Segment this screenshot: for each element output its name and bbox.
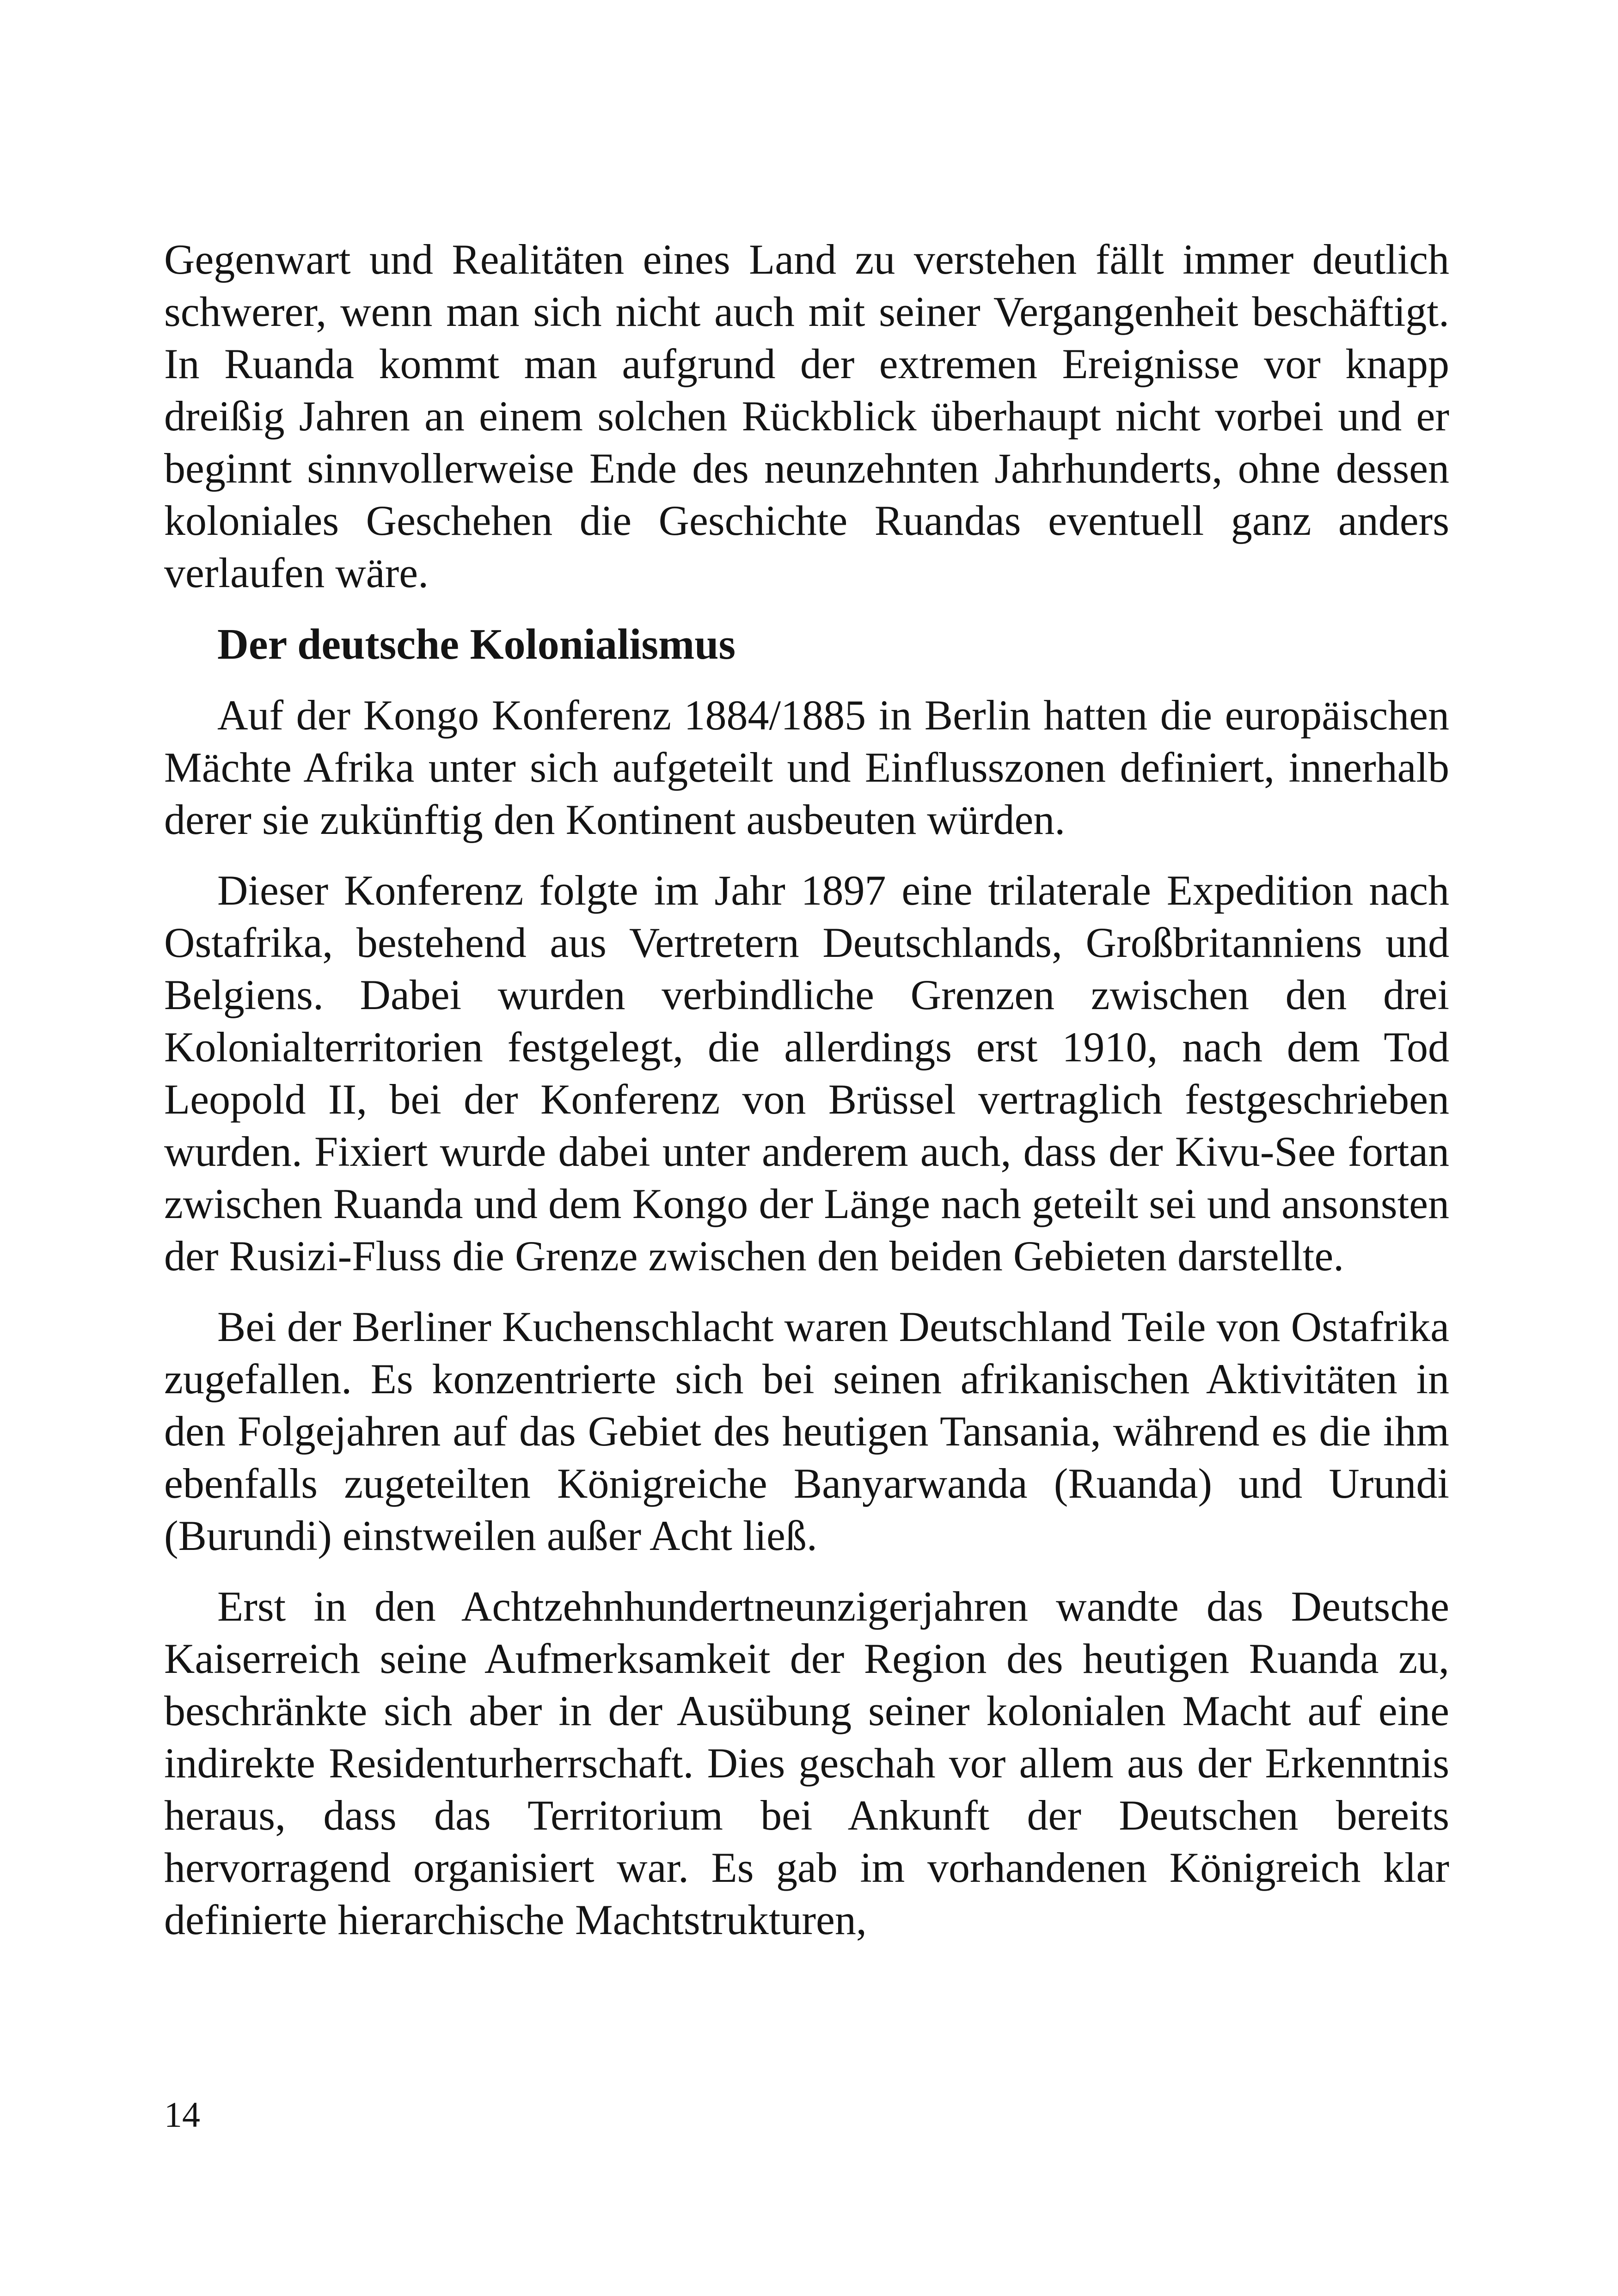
intro-paragraph: Gegenwart und Realitäten eines Land zu verstehen fällt immer deutlich schwerer, wenn man sich nicht auch mit seiner Vergangenheit beschäftigt. In Ruanda kommt man aufgrund der extremen Ereignisse vor knapp dreißig Jahren an einem solchen Rückblick überhaupt nicht vorbei und er beginnt sinnvollerweise Ende des neunzehnten Jahrhunderts, ohne dessen koloniales Geschehen die Geschichte Ruandas eventuell ganz anders verlaufen wäre. (164, 236, 1449, 596)
section-heading: Der deutsche Kolonialismus (217, 620, 736, 668)
body-paragraph: Erst in den Achtzehnhundertneunzigerjahren wandte das Deutsche Kaiserreich seine Aufmerksamkeit der Region des heutigen Ruanda zu, beschränkte sich aber in der Ausübung seiner kolonialen Macht auf eine indirekte Residenturherrschaft. Dies geschah vor allem aus der Erkenntnis heraus, dass das Territorium bei Ankunft der Deutschen bereits hervorragend organisiert war. Es gab im vorhandenen Königreich klar definierte hierarchische Machtstrukturen, (164, 1583, 1449, 1943)
body-paragraph: Bei der Berliner Kuchenschlacht waren Deutschland Teile von Ostafrika zugefallen. Es konzentrierte sich bei seinen afrikanischen Aktivitäten in den Folgejahren auf das Gebiet des heutigen Tansania, während es die ihm ebenfalls zugeteilten Königreiche Banyarwanda (Ruanda) und Urundi (Burundi) einstweilen außer Acht ließ. (164, 1303, 1449, 1559)
page-number: 14 (164, 2094, 200, 2135)
page-body (164, 233, 1449, 1946)
body-paragraph: Dieser Konferenz folgte im Jahr 1897 eine trilaterale Expedition nach Ostafrika, bestehend aus Vertretern Deutschlands, Großbritanniens und Belgiens. Dabei wurden verbindliche Grenzen zwischen den drei Kolonialterritorien festgelegt, die allerdings erst 1910, nach dem Tod Leopold II, bei der Konferenz von Brüssel vertraglich festgeschrieben wurden. Fixiert wurde dabei unter anderem auch, dass der Kivu-See fortan zwischen Ruanda und dem Kongo der Länge nach geteilt sei und ansonsten der Rusizi-Fluss die Grenze zwischen den beiden Gebieten darstellte. (164, 867, 1449, 1280)
body-paragraph: Auf der Kongo Konferenz 1884/1885 in Berlin hatten die europäischen Mächte Afrika unter sich aufgeteilt und Einflusszonen definiert, innerhalb derer sie zukünftig den Kontinent ausbeuten würden. (164, 692, 1449, 843)
